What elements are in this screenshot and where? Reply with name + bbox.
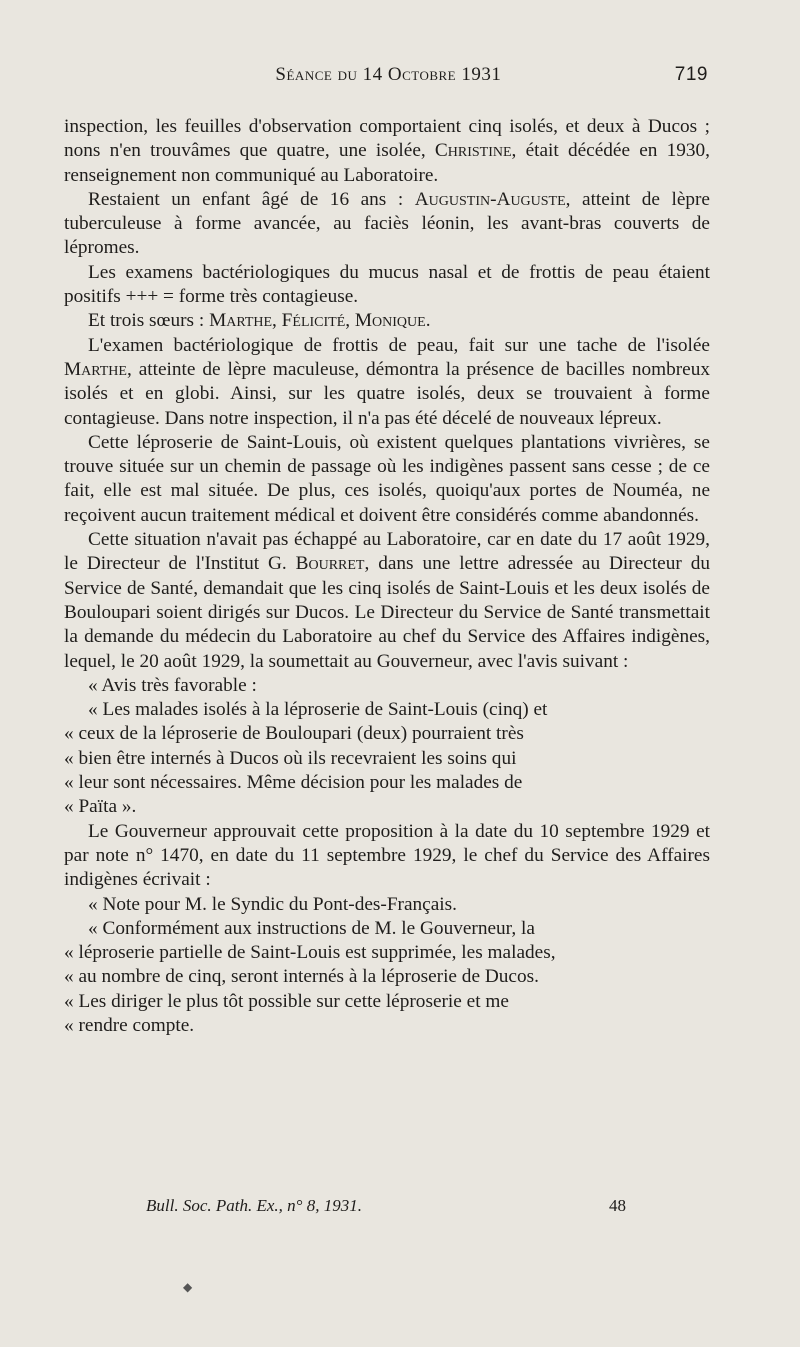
paragraph-3: Les examens bactériologiques du mucus nasal et de frottis de peau étaient positifs +++ = forme très contagieuse. — [64, 261, 710, 308]
quote-avis: « Avis très favorable : — [88, 674, 257, 696]
signature-mark: 48 — [609, 1196, 626, 1215]
paragraph-7: Cette situation n'avait pas échappé au Laboratoire, car en date du 17 août 1929, le Directeur de l'Institut G. Bourret, dans une lettre adressée au Directeur du Service de Santé, demandait que les cinq isolés de Saint-Louis et les deux isolés de Bouloupari soient dirigés sur Ducos. Le Directeur du Service de Santé transmettait la demande du médecin du Laboratoire au chef du Service des Affaires indigènes, lequel, le 20 août 1929, la soumettait au Gouverneur, avec l'avis suivant : — [64, 529, 710, 672]
paragraph-4: Et trois sœurs : Marthe, Félicité, Monique. — [88, 310, 431, 332]
name-christine: Christine — [434, 140, 512, 162]
quote-line: « Païta ». — [64, 796, 137, 818]
quote-line: « rendre compte. — [64, 1014, 195, 1036]
quote-line: « bien être internés à Ducos où ils recevraient les soins qui — [64, 747, 517, 769]
paragraph-1: inspection, les feuilles d'observation comportaient cinq isolés, et deux à Ducos ; nons n'en trouvâmes que quatre, une isolée, Christine, était décédée en 1930, renseignement non communiqué au Laboratoire. — [64, 116, 710, 186]
running-header — [62, 64, 708, 86]
page-number: 719 — [674, 64, 708, 85]
quote-line: « Conformément aux instructions de M. le Gouverneur, la — [88, 917, 535, 939]
ink-speck: ◆ — [183, 1280, 193, 1294]
quote-line: « au nombre de cinq, seront internés à la léproserie de Ducos. — [64, 966, 539, 988]
paragraph-2: Restaient un enfant âgé de 16 ans : Augustin-Auguste, atteint de lèpre tuberculeuse à forme avancée, au faciès léonin, les avant-bras couverts de lépromes. — [64, 188, 710, 259]
paragraph-5: L'examen bactériologique de frottis de peau, fait sur une tache de l'isolée Marthe, atteinte de lèpre maculeuse, démontra la présence de bacilles nombreux isolés et en globi. Ainsi, sur les quatre isolés, deux se trouvaient à forme contagieuse. Dans notre inspection, il n'a pas été décelé de nouveaux lépreux. — [64, 334, 710, 429]
page-footer — [146, 1196, 626, 1216]
quote-note: « Note pour M. le Syndic du Pont-des-Français. — [88, 893, 457, 915]
running-title: Séance du 14 Octobre 1931 — [275, 64, 502, 85]
names-sisters: Marthe, Félicité, Monique — [209, 310, 426, 332]
name-marthe: Marthe — [64, 358, 127, 380]
quote-line: « léproserie partielle de Saint-Louis est supprimée, les malades, — [64, 942, 556, 964]
quote-line: « leur sont nécessaires. Même décision pour les malades de — [64, 772, 523, 794]
paragraph-6: Cette léproserie de Saint-Louis, où existent quelques plantations vivrières, se trouve située sur un chemin de passage où les indigènes passent sans cesse ; de ce fait, elle est mal située. De plus, ces isolés, quoiqu'aux portes de Nouméa, ne reçoivent aucun traitement médical et doivent être considérés comme abandonnés. — [64, 431, 710, 526]
body-text — [64, 115, 710, 1038]
quote-line: « Les malades isolés à la léproserie de Saint-Louis (cinq) et — [88, 699, 548, 721]
paragraph-8: Le Gouverneur approuvait cette proposition à la date du 10 septembre 1929 et par note n° 1470, en date du 11 septembre 1929, le chef du Service des Affaires indigènes écrivait : — [64, 820, 710, 891]
name-augustin: Augustin-Auguste — [414, 188, 566, 210]
bulletin-citation: Bull. Soc. Path. Ex., n° 8, 1931. — [146, 1196, 362, 1215]
quote-line: « Les diriger le plus tôt possible sur cette léproserie et me — [64, 990, 509, 1012]
quote-line: « ceux de la léproserie de Bouloupari (deux) pourraient très — [64, 723, 524, 745]
name-bourret: Bourret — [295, 553, 365, 575]
